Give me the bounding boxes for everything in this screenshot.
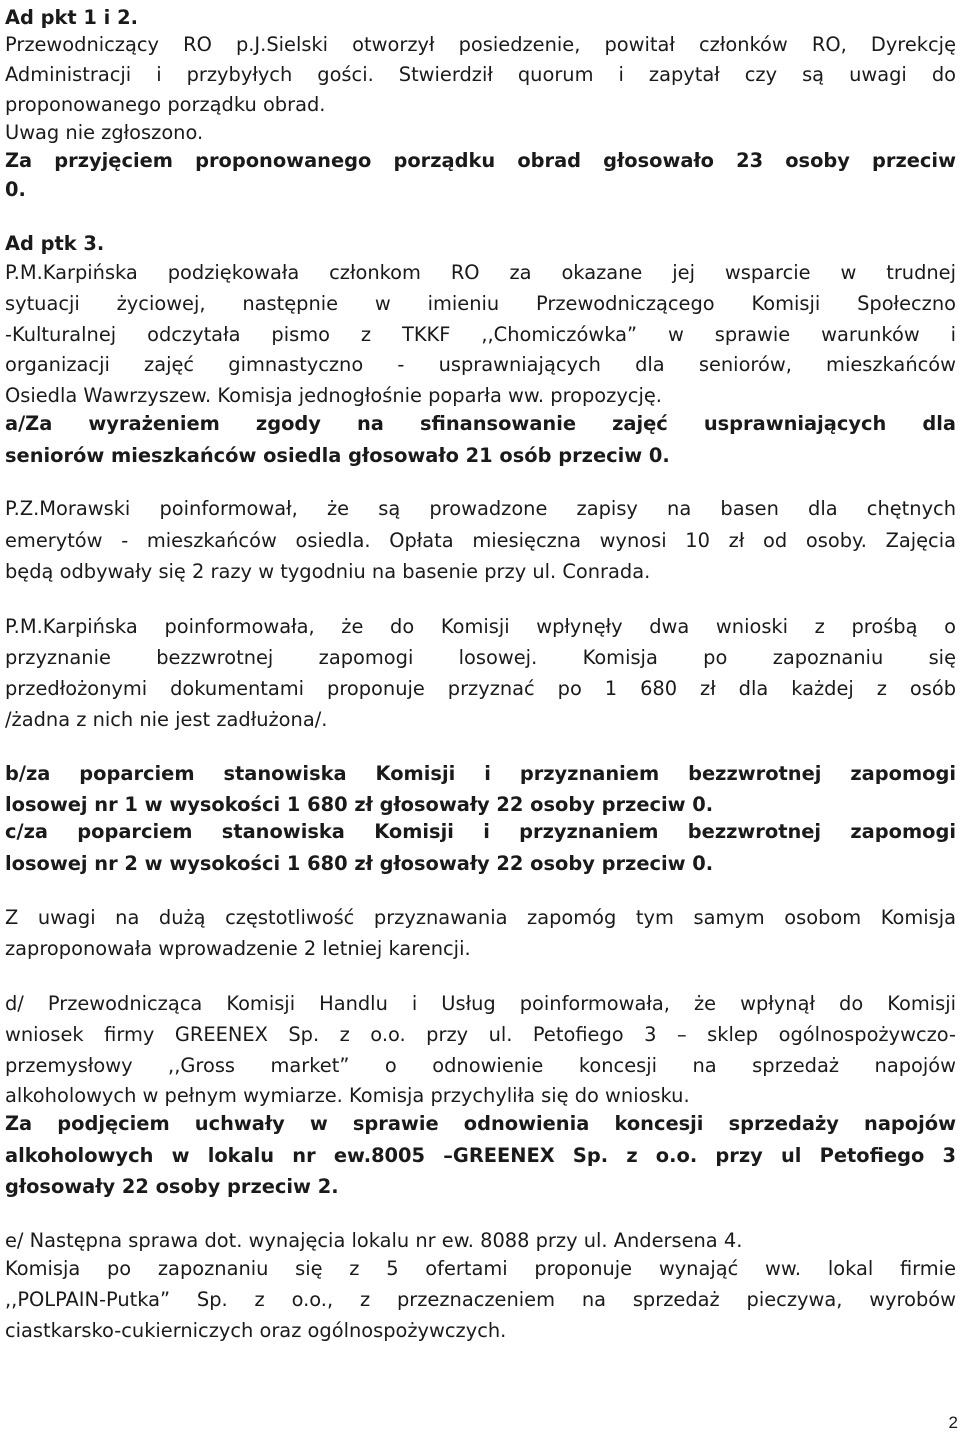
page-number: 2 (948, 1413, 958, 1432)
text-line: alkoholowych w pełnym wymiarze. Komisja przychyliła się do wniosku. (5, 1084, 690, 1107)
vote-line: Za przyjęciem proponowanego porządku obrad głosowało 23 osoby przeciw (5, 149, 956, 172)
text-line: d/ Przewodnicząca Komisji Handlu i Usług poinformowała, że wpłynął do Komisji (5, 992, 956, 1015)
vote-line: b/za poparciem stanowiska Komisji i przyznaniem bezzwrotnej zapomogi (5, 762, 956, 785)
vote-line: Za podjęciem uchwały w sprawie odnowienia koncesji sprzedaży napojów (5, 1112, 956, 1135)
text-line: /żadna z nich nie jest zadłużona/. (5, 708, 328, 731)
text-line: Przewodniczący RO p.J.Sielski otworzył posiedzenie, powitał członków RO, Dyrekcję (5, 33, 956, 56)
text-line: P.M.Karpińska podziękowała członkom RO za okazane jej wsparcie w trudnej (5, 261, 956, 284)
text-line: proponowanego porządku obrad. (5, 93, 326, 116)
text-line: Administracji i przybyłych gości. Stwierdził quorum i zapytał czy są uwagi do (5, 63, 956, 86)
text-line: emerytów - mieszkańców osiedla. Opłata miesięczna wynosi 10 zł od osoby. Zajęcia (5, 529, 956, 552)
vote-line: 0. (5, 178, 26, 201)
heading-ad-pkt-1-2: Ad pkt 1 i 2. (5, 6, 138, 29)
text-line: przyznanie bezzwrotnej zapomogi losowej. Komisja po zapoznaniu się (5, 646, 956, 669)
text-line: zaproponowała wprowadzenie 2 letniej karencji. (5, 937, 471, 960)
text-line: przemysłowy ,,Gross market” o odnowienie koncesji na sprzedaż napojów (5, 1054, 956, 1077)
text-line: Osiedla Wawrzyszew. Komisja jednogłośnie poparła ww. propozycję. (5, 384, 662, 407)
text-line: e/ Następna sprawa dot. wynajęcia lokalu nr ew. 8088 przy ul. Andersena 4. (5, 1229, 743, 1252)
vote-line: c/za poparciem stanowiska Komisji i przyznaniem bezzwrotnej zapomogi (5, 820, 956, 843)
text-line: sytuacji życiowej, następnie w imieniu Przewodniczącego Komisji Społeczno (5, 292, 956, 315)
vote-line: seniorów mieszkańców osiedla głosowało 21 osób przeciw 0. (5, 444, 670, 467)
vote-line: alkoholowych w lokalu nr ew.8005 –GREENEX Sp. z o.o. przy ul Petofiego 3 (5, 1144, 956, 1167)
text-line: będą odbywały się 2 razy w tygodniu na basenie przy ul. Conrada. (5, 560, 651, 583)
text-line: organizacji zajęć gimnastyczno - usprawniających dla seniorów, mieszkańców (5, 353, 956, 376)
text-line: P.Z.Morawski poinformował, że są prowadzone zapisy na basen dla chętnych (5, 497, 956, 520)
vote-line: a/Za wyrażeniem zgody na sfinansowanie zajęć usprawniających dla (5, 412, 956, 435)
vote-line: głosowały 22 osoby przeciw 2. (5, 1175, 339, 1198)
text-line: Z uwagi na dużą częstotliwość przyznawania zapomóg tym samym osobom Komisja (5, 906, 956, 929)
text-line: ,,POLPAIN-Putka” Sp. z o.o., z przeznaczeniem na sprzedaż pieczywa, wyrobów (5, 1288, 956, 1311)
text-line: wniosek firmy GREENEX Sp. z o.o. przy ul. Petofiego 3 – sklep ogólnospożywczo- (5, 1023, 956, 1046)
vote-line: losowej nr 2 w wysokości 1 680 zł głosowały 22 osoby przeciw 0. (5, 852, 714, 875)
heading-ad-ptk-3: Ad ptk 3. (5, 232, 105, 255)
text-line: ciastkarsko-cukierniczych oraz ogólnospożywczych. (5, 1319, 507, 1342)
text-line: P.M.Karpińska poinformowała, że do Komisji wpłynęły dwa wnioski z prośbą o (5, 615, 956, 638)
text-line: przedłożonymi dokumentami proponuje przyznać po 1 680 zł dla każdej z osób (5, 677, 956, 700)
text-line: -Kulturalnej odczytała pismo z TKKF ,,Chomiczówka” w sprawie warunków i (5, 323, 956, 346)
text-line: Uwag nie zgłoszono. (5, 121, 204, 144)
text-line: Komisja po zapoznaniu się z 5 ofertami proponuje wynająć ww. lokal firmie (5, 1257, 956, 1280)
vote-line: losowej nr 1 w wysokości 1 680 zł głosowały 22 osoby przeciw 0. (5, 793, 714, 816)
